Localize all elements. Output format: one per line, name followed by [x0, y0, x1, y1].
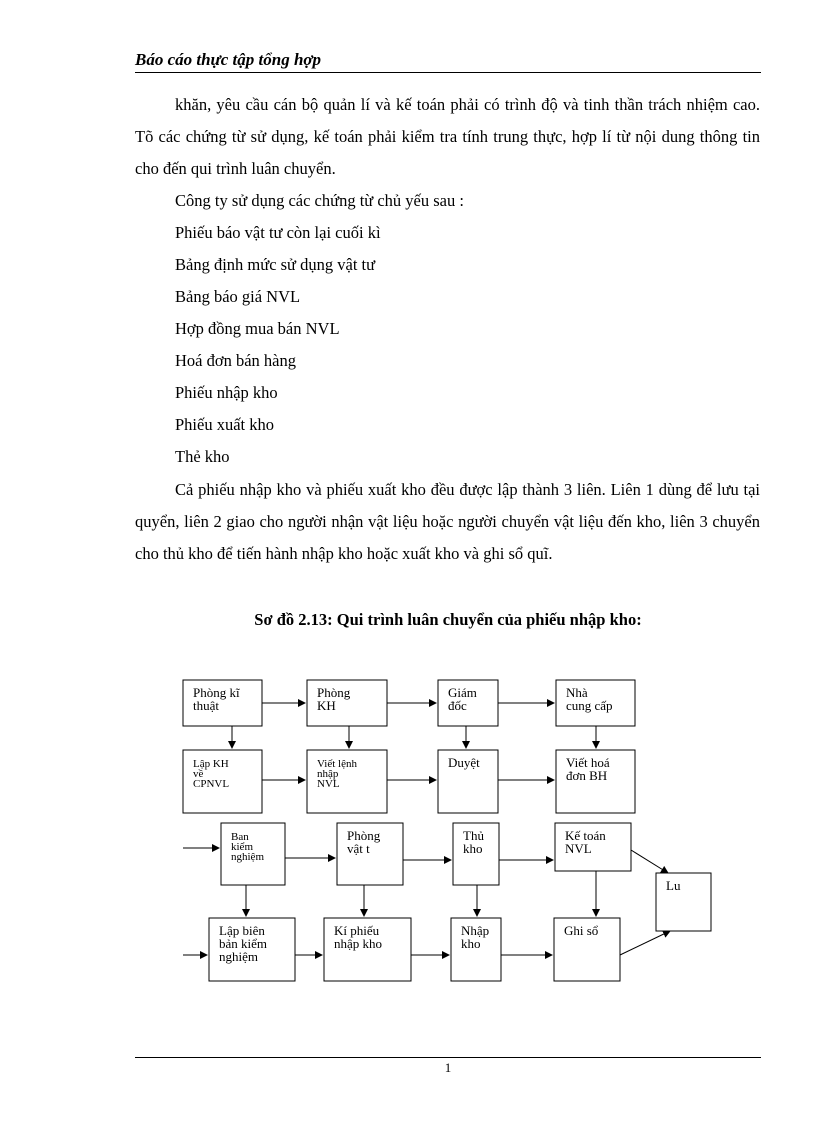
box-phong-ki-thuat-label: thuật [193, 698, 219, 713]
box-viet-lenh-label: NVL [317, 778, 340, 790]
box-lu [656, 873, 711, 931]
box-lap-bien-ban-label: nghiệm [219, 949, 258, 964]
flow-arrow [631, 850, 668, 873]
box-ki-phieu-label: nhập kho [334, 936, 383, 951]
box-ban-kiem-nghiem-label: kiểm [231, 841, 253, 853]
box-ke-toan-nvl-label: NVL [565, 841, 592, 856]
box-lap-kh-label: Lập KH [193, 758, 229, 770]
box-lap-kh-label: CPNVL [193, 778, 230, 790]
box-lap-kh-label: về [193, 768, 204, 780]
box-phong-vat-t-label: Phòng [347, 828, 381, 843]
footer-divider [135, 1057, 761, 1058]
box-viet-hoa-don-label: Viết hoá [566, 755, 610, 770]
list-item: Bảng báo giá NVL [175, 287, 301, 306]
diagram-title: Sơ đồ 2.13: Qui trình luân chuyển của phiếu nhập kho: [254, 610, 642, 629]
list-item: Phiếu nhập kho [175, 383, 278, 402]
box-duyet-label: Duyệt [448, 755, 480, 770]
flow-arrow [620, 931, 670, 955]
box-ghi-so-label: Ghi sổ [564, 923, 599, 938]
box-phong-kh-label: KH [317, 698, 336, 713]
box-viet-lenh-label: nhập [317, 768, 339, 780]
list-item: Bảng định mức sử dụng vật tư [175, 255, 376, 274]
list-item: Hoá đơn bán hàng [175, 351, 296, 370]
paragraph-1: khăn, yêu cầu cán bộ quản lí và kế toán phải có trình độ và tinh thần trách nhiệm cao. Tõ các chứng từ sử dụng, kế toán phải kiểm tra tính trung thực, hợp lí từ nội dung thông tin cho đến qui trình luân chuyển. [135, 95, 760, 178]
list-item: Thẻ kho [175, 447, 230, 466]
box-viet-lenh-label: Viết lệnh [317, 758, 357, 770]
list-item: Phiếu báo vật tư còn lại cuối kì [175, 223, 381, 242]
box-giam-doc-label: đốc [448, 698, 467, 713]
box-lap-bien-ban-label: bản kiểm [219, 936, 268, 951]
box-nha-cung-cap-label: cung cấp [566, 698, 613, 713]
box-ke-toan-nvl-label: Kế toán [565, 828, 606, 843]
box-phong-kh-label: Phòng [317, 685, 351, 700]
box-lu-label: Lu [666, 878, 681, 893]
box-thu-kho-label: Thủ [463, 828, 484, 843]
box-giam-doc-label: Giám [448, 685, 477, 700]
list-intro: Công ty sử dụng các chứng từ chủ yếu sau : [175, 191, 464, 210]
list-item: Hợp đồng mua bán NVL [175, 319, 340, 338]
box-nhap-kho-label: Nhập [461, 923, 490, 938]
diagram-nodes [183, 680, 711, 981]
box-ki-phieu-label: Kí phiếu [334, 923, 380, 938]
paragraph-2: Cả phiếu nhập kho và phiếu xuất kho đều được lập thành 3 liên. Liên 1 dùng để lưu tại quyển, liên 2 giao cho người nhận vật liệu hoặc người chuyển vật liệu đến kho, liên 3 chuyển cho thủ kho để tiến hành nhập kho hoặc xuất kho và ghi sổ quĩ. [135, 480, 760, 563]
box-phong-ki-thuat-label: Phòng kĩ [193, 685, 240, 700]
box-nhap-kho-label: kho [461, 936, 481, 951]
box-thu-kho-label: kho [463, 841, 483, 856]
box-viet-hoa-don-label: đơn BH [566, 768, 608, 783]
box-nha-cung-cap-label: Nhà [566, 685, 588, 700]
box-ban-kiem-nghiem-label: nghiệm [231, 851, 264, 863]
box-lap-bien-ban-label: Lập biên [219, 923, 265, 938]
page-number: 1 [444, 1060, 452, 1075]
box-ban-kiem-nghiem-label: Ban [231, 831, 249, 843]
page-header: Báo cáo thực tập tổng hợp [135, 50, 761, 73]
list-item: Phiếu xuất kho [175, 415, 274, 434]
box-phong-vat-t-label: vật t [347, 841, 370, 856]
